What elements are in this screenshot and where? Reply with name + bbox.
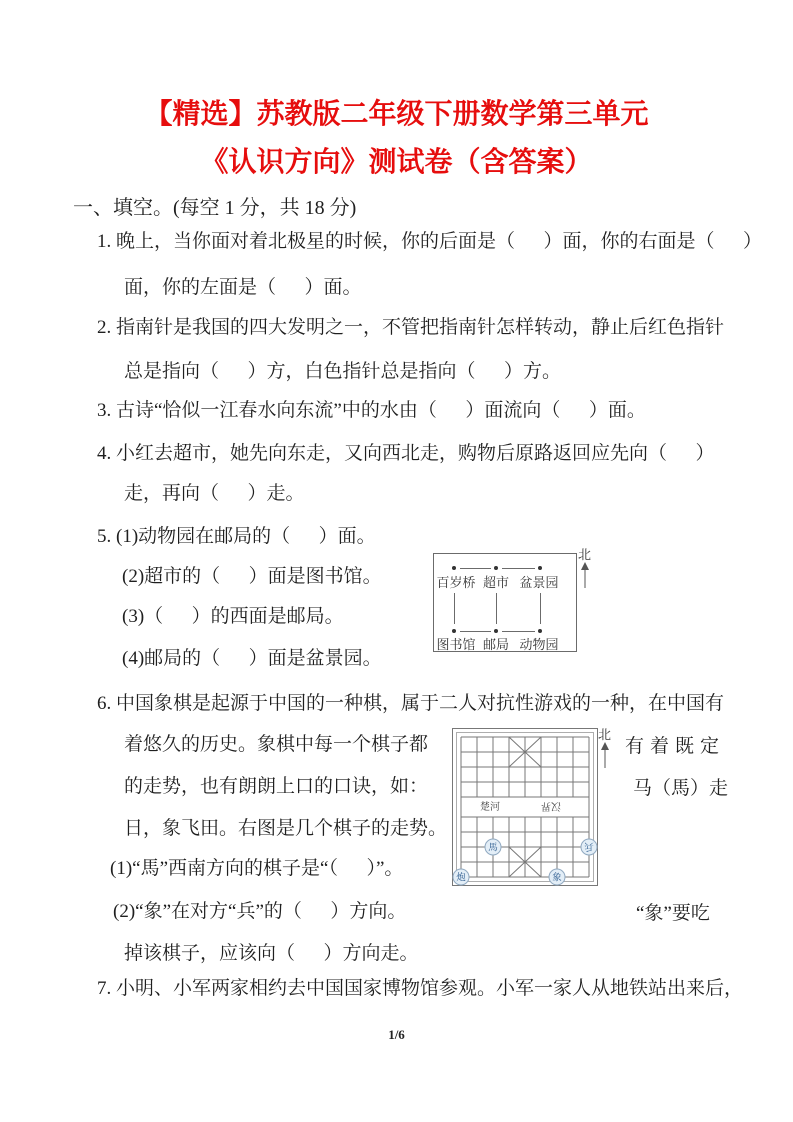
map-node-dot [494, 566, 498, 570]
question-2-line-1: 2. 指南针是我国的四大发明之一，不管把指南针怎样转动，静止后红色指针 [97, 317, 725, 338]
north-indicator [578, 548, 591, 590]
map-node-dot [494, 629, 498, 633]
chessboard-grid [452, 728, 598, 886]
north-arrow-icon [599, 742, 611, 770]
question-5-sub-2: (2)超市的（ ）面是图书馆。 [122, 566, 382, 587]
question-6-line-1: 6. 中国象棋是起源于中国的一种棋，属于二人对抗性游戏的一种，在中国有 [97, 693, 725, 714]
chess-piece-cannon [453, 869, 469, 885]
question-6-line-last: 掉该棋子，应该向（ ）方向走。 [124, 943, 419, 964]
north-indicator [598, 728, 611, 770]
section-heading: 一、填空。(每空 1 分，共 18 分) [73, 197, 357, 219]
question-6-line-4: 日，象飞田。右图是几个棋子的走势。 [124, 818, 448, 839]
map-edge [502, 568, 535, 569]
map-edge [460, 568, 491, 569]
question-7-line-1: 7. 小明、小军两家相约去中国国家博物馆参观。小军一家人从地铁站出来后， [97, 978, 744, 999]
north-arrow-icon [579, 562, 591, 590]
map-edge [502, 631, 535, 632]
question-1-line-2: 面，你的左面是（ ）面。 [124, 277, 362, 298]
question-3-line-1: 3. 古诗“恰似一江春水向东流”中的水由（ ）面流向（ ）面。 [97, 400, 646, 421]
page-title-line-2: 《认识方向》测试卷（含答案） [200, 147, 593, 178]
chess-piece-elephant [549, 869, 565, 885]
question-6 [0, 680, 793, 970]
question-5-sub-3: (3)（ ）的西面是邮局。 [122, 606, 344, 627]
chessboard [452, 728, 598, 891]
river-label-han: 汉界 [541, 800, 561, 811]
question-5 [0, 520, 793, 680]
map-node-dot [538, 566, 542, 570]
question-1-line-1: 1. 晚上，当你面对着北极星的时候，你的后面是（ ）面，你的右面是（ ） [97, 231, 763, 252]
question-4-line-1: 4. 小红去超市，她先向东走，又向西北走，购物后原路返回应先向（ ） [97, 443, 715, 464]
chess-piece-soldier [581, 839, 597, 855]
question-4-line-2: 走，再向（ ）走。 [124, 483, 305, 504]
map-label-zoo: 动物园 [519, 637, 559, 652]
svg-text:兵: 兵 [584, 840, 594, 851]
page-title-line-1: 【精选】苏教版二年级下册数学第三单元 [144, 99, 649, 130]
river-label-chu: 楚河 [480, 802, 500, 813]
map-node-dot [452, 629, 456, 633]
map-node-dot [538, 629, 542, 633]
question-2-line-2: 总是指向（ ）方，白色指针总是指向（ ）方。 [124, 361, 562, 382]
page-number: 1/6 [388, 1027, 405, 1042]
svg-text:炮: 炮 [456, 873, 466, 884]
map-edge [454, 593, 455, 624]
map-label-supermarket: 超市 [482, 575, 510, 590]
svg-text:馬: 馬 [488, 843, 498, 854]
map-edge [460, 631, 491, 632]
question-6-sub-2-right: “象”要吃 [636, 903, 710, 924]
map-diagram [433, 553, 577, 652]
map-node-dot [452, 566, 456, 570]
map-label-post-office: 邮局 [482, 637, 510, 652]
map-label-baisuiqiao: 百岁桥 [436, 575, 476, 590]
map-label-library: 图书馆 [436, 637, 476, 652]
map-edge [496, 593, 497, 624]
north-label: 北 [578, 547, 592, 562]
question-5-sub-1: 5. (1)动物园在邮局的（ ）面。 [97, 526, 376, 547]
question-6-line-2-right: 有着既定 [625, 736, 726, 757]
question-6-line-3-left: 的走势，也有朗朗上口的口诀，如： [124, 776, 429, 797]
north-label: 北 [598, 727, 612, 742]
question-6-line-3-right: 马（馬）走 [633, 778, 729, 799]
question-6-line-2-left: 着悠久的历史。象棋中每一个棋子都 [124, 734, 429, 755]
question-5-sub-4: (4)邮局的（ ）面是盆景园。 [122, 648, 382, 669]
map-edge [540, 593, 541, 624]
question-6-sub-2: (2)“象”在对方“兵”的（ ）方向。 [113, 901, 407, 922]
map-label-bonsai-garden: 盆景园 [519, 575, 559, 590]
question-6-sub-1: (1)“馬”西南方向的棋子是“（ ）”。 [110, 858, 404, 879]
svg-text:象: 象 [552, 873, 562, 884]
chess-piece-horse [485, 839, 501, 855]
